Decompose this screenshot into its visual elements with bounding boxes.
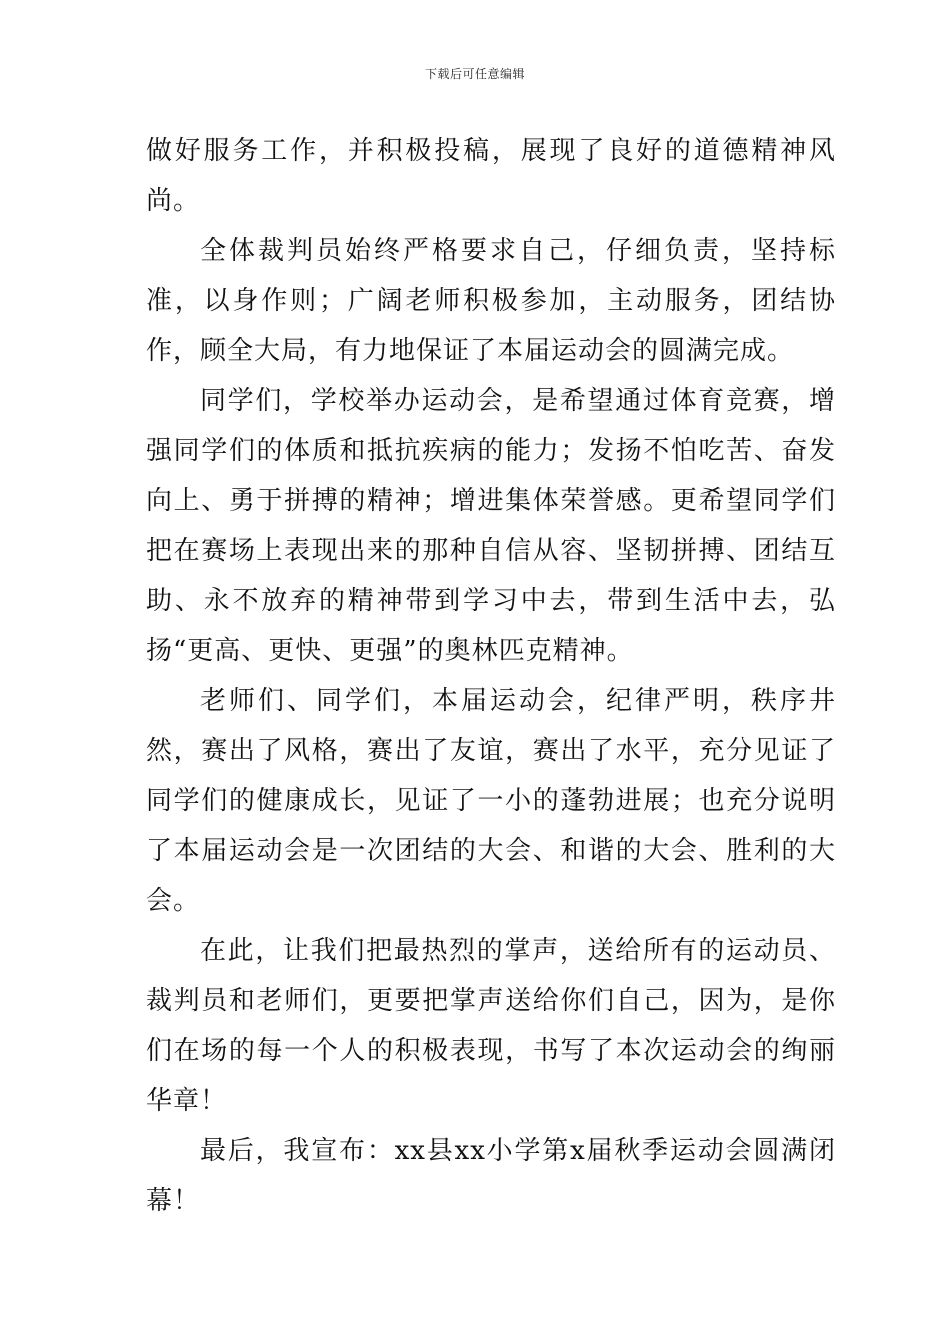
- page-header-watermark: 下载后可任意编辑: [424, 67, 525, 81]
- paragraph-students-purpose: 同学们，学校举办运动会，是希望通过体育竞赛，增强同学们的体质和抵抗疾病的能力；发扬不怕吃苦、奋发向上、勇于拼搏的精神；增进集体荣誉感。更希望同学们把在赛场上表现出来的那种自信从容、坚韧拼搏、团结互助、永不放弃的精神带到学习中去，带到生活中去，弘扬“更高、更快、更强”的奥林匹克精神。: [146, 386, 836, 666]
- paragraph-service-work: 做好服务工作，并积极投稿，展现了良好的道德精神风尚。: [146, 136, 836, 216]
- paragraph-applause: 在此，让我们把最热烈的掌声，送给所有的运动员、裁判员和老师们，更要把掌声送给你们自己，因为，是你们在场的每一个人的积极表现，书写了本次运动会的绚丽华章！: [146, 936, 836, 1116]
- paragraph-referees: 全体裁判员始终严格要求自己，仔细负责，坚持标准，以身作则；广阔老师积极参加，主动服务，团结协作，顾全大局，有力地保证了本届运动会的圆满完成。: [146, 236, 836, 366]
- paragraph-meet-summary: 老师们、同学们，本届运动会，纪律严明，秩序井然，赛出了风格，赛出了友谊，赛出了水平，充分见证了同学们的健康成长，见证了一小的蓬勃进展；也充分说明了本届运动会是一次团结的大会、和谐的大会、胜利的大会。: [146, 686, 836, 916]
- paragraph-closing-declaration: 最后，我宣布：xx县xx小学第x届秋季运动会圆满闭幕！: [146, 1136, 836, 1216]
- document-body: [146, 126, 836, 1226]
